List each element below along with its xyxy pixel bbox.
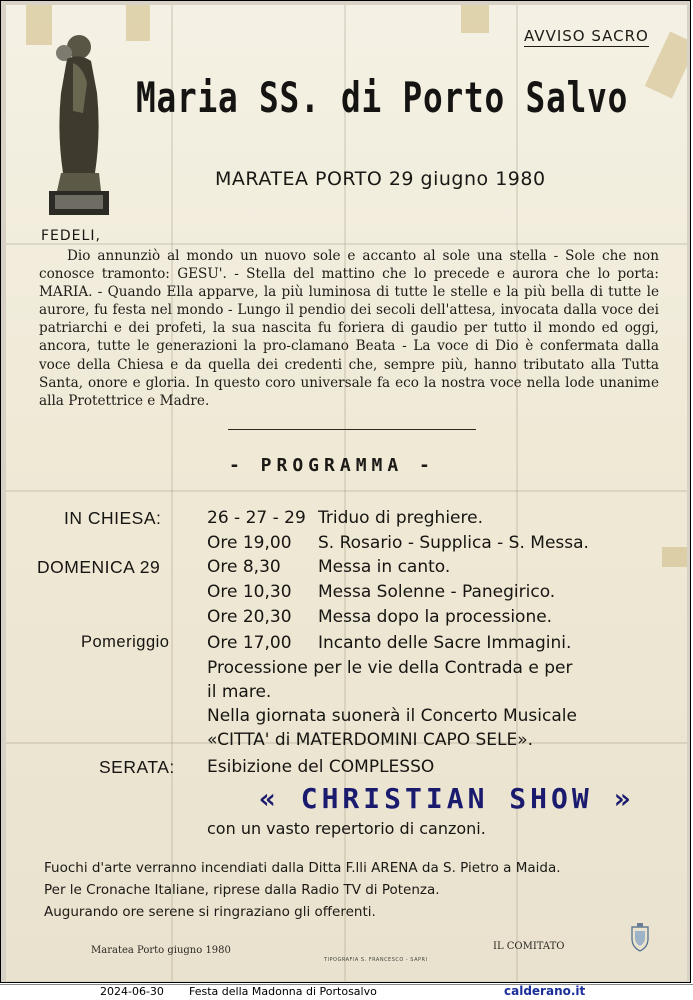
caption-bar <box>0 984 693 1000</box>
intro-text: Dio annunziò al mondo un nuovo sole e accanto al sole una stella - Sole che non conosce tramonto: GESU'. - Stella del mattino che lo precede e aurora che lo porta: MARIA. - Quando Ella apparve, la più luminosa di tutte le stelle e la più bella di tutte le aurore, fu festa nel mondo - Lungo il pendio dei secoli dell'attesa, invocata dalla voce dei patriarchi e dei profeti, la sua nascita fu foriera di gaudio per tutto il mondo ed oggi, ancora, tutte le generazioni la pro-clamano Beata - La voce di Dio è confermata dalla voce della Chiesa e da quella dei credenti che, sempre più, hanno tributato alla Tutta Santa, onore e gloria. In questo coro universale fa eco la nostra voce nella lode unanime alla Protettrice e Madre. <box>39 248 659 409</box>
ringraziamento-note: Augurando ore serene si ringraziano gli offerenti. <box>44 904 376 920</box>
fold-line <box>6 243 687 245</box>
divider-line <box>228 429 476 430</box>
row-label: IN CHIESA: <box>64 508 162 528</box>
fold-line <box>171 5 173 981</box>
avviso-label: AVVISO SACRO <box>524 27 649 45</box>
processione-text: il mare. <box>207 682 272 702</box>
processione-text: Processione per le vie della Contrada e per <box>207 658 573 678</box>
serata-text: Esibizione del COMPLESSO <box>207 757 435 777</box>
row-time: Ore 20,30 <box>207 607 292 627</box>
row-event: Messa Solenne - Panegirico. <box>318 582 556 602</box>
comitato-signature: IL COMITATO <box>493 941 565 952</box>
footer-site-link[interactable]: calderano.it <box>504 984 586 998</box>
fuochi-note: Fuochi d'arte verranno incendiati dalla Ditta F.lli ARENA da S. Pietro a Maida. <box>44 860 561 876</box>
row-event: Triduo di preghiere. <box>318 508 483 528</box>
row-time: Ore 10,30 <box>207 582 292 602</box>
fold-line <box>6 490 687 492</box>
repertorio-text: con un vasto repertorio di canzoni. <box>207 819 486 838</box>
coat-of-arms-icon <box>629 923 651 953</box>
cronache-note: Per le Cronache Italiane, riprese dalla Radio TV di Potenza. <box>44 882 440 898</box>
row-time: Ore 8,30 <box>207 557 281 577</box>
madonna-statue-icon <box>43 23 113 215</box>
poster-title: Maria SS. di Porto Salvo <box>136 73 629 122</box>
concerto-text: Nella giornata suonerà il Concerto Musicale <box>207 706 577 726</box>
tape-piece <box>461 5 489 33</box>
row-event: Incanto delle Sacre Immagini. <box>318 633 572 653</box>
row-time: Ore 19,00 <box>207 533 292 553</box>
poster <box>6 5 687 981</box>
printer-credit: TIPOGRAFIA S. FRANCESCO - SAPRI <box>324 957 428 963</box>
row-label: DOMENICA 29 <box>37 557 161 577</box>
row-event: Messa in canto. <box>318 557 451 577</box>
tape-piece <box>126 5 150 41</box>
tape-piece <box>645 31 687 98</box>
footer-caption: Festa della Madonna di Portosalvo <box>189 985 377 998</box>
salutation: FEDELI, <box>41 228 101 244</box>
place-date: MARATEA PORTO 29 giugno 1980 <box>215 168 546 190</box>
programma-heading: - PROGRAMMA - <box>229 455 435 476</box>
concerto-text: «CITTA' di MATERDOMINI CAPO SELE». <box>207 730 534 750</box>
tape-piece <box>662 547 687 567</box>
row-time: Ore 17,00 <box>207 633 292 653</box>
fold-line <box>516 5 518 981</box>
christian-show-title: « CHRISTIAN SHOW » <box>259 782 635 815</box>
bottom-place-date: Maratea Porto giugno 1980 <box>91 945 231 956</box>
footer-date: 2024-06-30 <box>100 985 164 998</box>
row-event: Messa dopo la processione. <box>318 607 553 627</box>
serata-label: SERATA: <box>99 757 175 777</box>
row-event: S. Rosario - Supplica - S. Messa. <box>318 533 589 553</box>
row-label: Pomeriggio <box>81 633 170 651</box>
row-time: 26 - 27 - 29 <box>207 508 306 528</box>
